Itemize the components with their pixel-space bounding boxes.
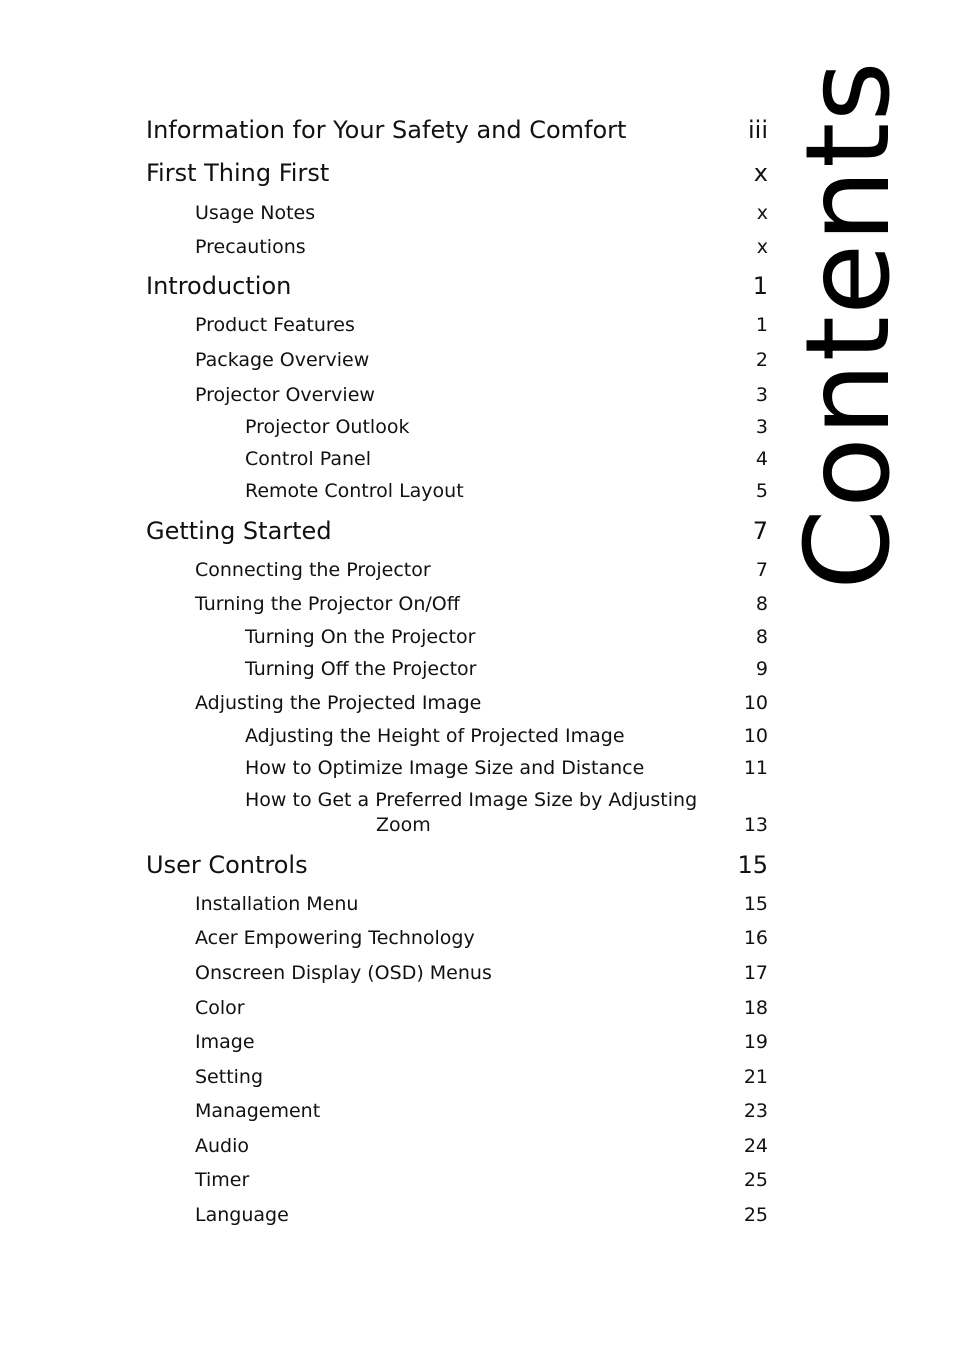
table-of-contents — [146, 0, 768, 1369]
toc-entry-title: User Controls — [146, 851, 308, 879]
page-heading: Contents — [781, 60, 916, 590]
toc-entry-page: 10 — [743, 725, 768, 747]
toc-entry-title: Projector Overview — [195, 384, 375, 406]
toc-entry-title: Installation Menu — [195, 893, 359, 915]
toc-entry-page: 3 — [755, 384, 768, 406]
toc-entry-page: 3 — [755, 416, 768, 438]
toc-entry-title: Setting — [195, 1066, 264, 1088]
toc-entry-page: x — [753, 159, 768, 187]
toc-entry-page: 17 — [743, 962, 768, 984]
toc-entry-title: Getting Started — [146, 517, 332, 545]
toc-entry-page: 19 — [743, 1031, 768, 1053]
toc-entry-page: iii — [747, 116, 768, 144]
toc-entry-page: 18 — [743, 997, 768, 1019]
toc-entry-title: Connecting the Projector — [195, 559, 431, 581]
toc-entry-title: Management — [195, 1100, 321, 1122]
toc-entry-title: Precautions — [195, 236, 306, 258]
toc-entry-page: 4 — [755, 448, 768, 470]
toc-entry-page: 15 — [743, 893, 768, 915]
toc-entry-page: 8 — [755, 593, 768, 615]
toc-entry-page: 13 — [743, 814, 768, 836]
toc-entry-page: 10 — [743, 692, 768, 714]
toc-entry-page: 15 — [737, 851, 768, 879]
toc-entry-page: 1 — [755, 314, 768, 336]
toc-entry-title: Language — [195, 1204, 289, 1226]
toc-entry-title: Timer — [195, 1169, 250, 1191]
toc-entry-page: 24 — [743, 1135, 768, 1157]
toc-entry-page: 2 — [755, 349, 768, 371]
toc-entry-title: Introduction — [146, 272, 292, 300]
toc-entry-title: Adjusting the Projected Image — [195, 692, 482, 714]
toc-entry-title: Turning Off the Projector — [245, 658, 477, 680]
toc-entry-page: x — [756, 236, 768, 258]
toc-entry-page: 7 — [752, 517, 768, 545]
toc-entry-title: Adjusting the Height of Projected Image — [245, 725, 625, 747]
toc-entry-title: Information for Your Safety and Comfort — [146, 116, 627, 144]
toc-entry-page: 23 — [743, 1100, 768, 1122]
toc-entry-title-continued: Zoom — [376, 814, 431, 836]
toc-entry-title: Product Features — [195, 314, 355, 336]
toc-entry-page: 5 — [755, 480, 768, 502]
toc-entry-page: 9 — [755, 658, 768, 680]
toc-entry-title: Onscreen Display (OSD) Menus — [195, 962, 492, 984]
toc-entry-page: 11 — [743, 757, 768, 779]
toc-entry-page: 7 — [755, 559, 768, 581]
toc-entry-title: Projector Outlook — [245, 416, 410, 438]
toc-entry-title: Control Panel — [245, 448, 371, 470]
toc-entry-page: 25 — [743, 1204, 768, 1226]
toc-entry-page: 8 — [755, 626, 768, 648]
toc-entry-title: Remote Control Layout — [245, 480, 464, 502]
toc-entry-title: Turning the Projector On/Off — [195, 593, 460, 615]
toc-entry-title: Image — [195, 1031, 255, 1053]
toc-entry-title: How to Get a Preferred Image Size by Adjusting — [245, 789, 698, 811]
toc-entry-title: Audio — [195, 1135, 250, 1157]
toc-entry-page: 1 — [752, 272, 768, 300]
toc-entry-page: x — [756, 202, 768, 224]
toc-entry-title: Usage Notes — [195, 202, 316, 224]
toc-entry-title: Acer Empowering Technology — [195, 927, 475, 949]
toc-entry[interactable] — [146, 789, 768, 839]
toc-entry-title: Color — [195, 997, 245, 1019]
toc-entry-title: How to Optimize Image Size and Distance — [245, 757, 645, 779]
toc-entry-title: Turning On the Projector — [245, 626, 476, 648]
toc-entry-page: 21 — [743, 1066, 768, 1088]
toc-entry-page: 16 — [743, 927, 768, 949]
toc-entry-title: First Thing First — [146, 159, 330, 187]
toc-entry-title: Package Overview — [195, 349, 370, 371]
toc-entry-page: 25 — [743, 1169, 768, 1191]
